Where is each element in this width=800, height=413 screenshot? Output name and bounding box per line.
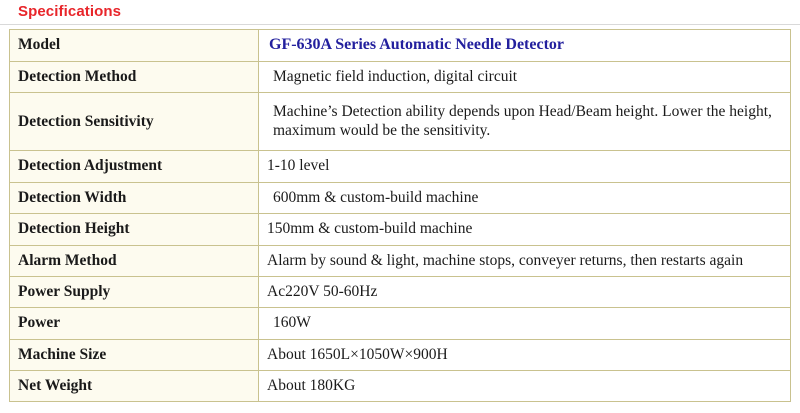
row-value: About 1650L×1050W×900H — [259, 339, 791, 370]
table-row — [10, 93, 791, 151]
row-label: Net Weight — [10, 371, 259, 402]
row-label: Detection Sensitivity — [10, 93, 259, 151]
row-label: Machine Size — [10, 339, 259, 370]
table-row — [10, 62, 791, 93]
row-label: Alarm Method — [10, 245, 259, 276]
row-label: Detection Height — [10, 214, 259, 245]
row-value: 150mm & custom-build machine — [259, 214, 791, 245]
row-value: Machine’s Detection ability depends upon Head/Beam height. Lower the height, maximum would be the sensitivity. — [259, 93, 791, 151]
row-value: 160W — [259, 308, 791, 339]
table-row — [10, 371, 791, 402]
row-value: Ac220V 50-60Hz — [259, 276, 791, 307]
page-title: Specifications — [18, 3, 122, 20]
row-value: Alarm by sound & light, machine stops, conveyer returns, then restarts again — [259, 245, 791, 276]
row-label: Detection Adjustment — [10, 151, 259, 182]
row-label: Power — [10, 308, 259, 339]
table-row — [10, 276, 791, 307]
table-row — [10, 339, 791, 370]
table-row — [10, 308, 791, 339]
row-value: Magnetic field induction, digital circuit — [259, 62, 791, 93]
table-row — [10, 182, 791, 213]
table-row — [10, 214, 791, 245]
row-value: 1-10 level — [259, 151, 791, 182]
row-label: Power Supply — [10, 276, 259, 307]
specifications-table-body — [10, 30, 791, 402]
specifications-table — [9, 29, 791, 402]
row-label: Model — [10, 30, 259, 62]
row-value: About 180KG — [259, 371, 791, 402]
table-row — [10, 151, 791, 182]
table-row — [10, 30, 791, 62]
row-value: 600mm & custom-build machine — [259, 182, 791, 213]
row-value: GF-630A Series Automatic Needle Detector — [259, 30, 791, 62]
title-divider — [0, 24, 800, 25]
table-row — [10, 245, 791, 276]
row-label: Detection Method — [10, 62, 259, 93]
row-label: Detection Width — [10, 182, 259, 213]
